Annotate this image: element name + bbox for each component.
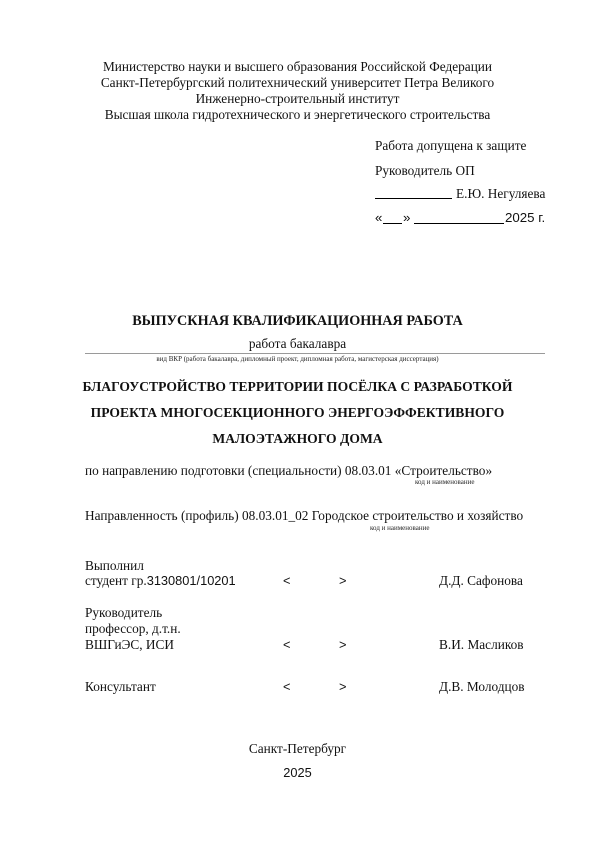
direction-hint: код и наименование <box>415 478 475 486</box>
date-close-quote: » <box>403 210 411 225</box>
footer-year: 2025 <box>283 765 312 780</box>
date-year: 2025 г. <box>505 210 546 225</box>
consultant-name: Д.В. Молодцов <box>439 679 525 694</box>
consultant-lt: < <box>283 679 291 694</box>
profile-hint: код и наименование <box>370 524 430 532</box>
head-signature-line <box>375 198 452 199</box>
theme-line-1: БЛАГОУСТРОЙСТВО ТЕРРИТОРИИ ПОСЁЛКА С РАЗРАБОТКОЙ <box>82 379 513 394</box>
supervisor-affiliation: ВШГиЭС, ИСИ <box>85 637 174 652</box>
direction-text: по направлению подготовки (специальности) 08.03.01 «Строительство» <box>85 463 493 478</box>
theme-line-3: МАЛОЭТАЖНОГО ДОМА <box>212 431 383 446</box>
consultant-label: Консультант <box>85 679 156 694</box>
program-head-name: Е.Ю. Негуляева <box>456 186 546 201</box>
author-group-prefix: студент гр. <box>85 573 147 588</box>
supervisor-name: В.И. Масликов <box>439 637 524 652</box>
work-type-underline <box>85 353 545 354</box>
author-label: Выполнил <box>85 558 144 573</box>
author-gt: > <box>339 573 347 588</box>
theme-line-2: ПРОЕКТА МНОГОСЕКЦИОННОГО ЭНЕРГОЭФФЕКТИВНОГО <box>90 405 505 420</box>
author-lt: < <box>283 573 291 588</box>
work-type-hint: вид ВКР (работа бакалавра, дипломный проект, дипломная работа, магистерская диссертация) <box>156 355 439 363</box>
supervisor-gt: > <box>339 637 347 652</box>
university-line: Санкт-Петербургский политехнический университет Петра Великого <box>100 75 495 90</box>
supervisor-degree: профессор, д.т.н. <box>85 621 181 636</box>
work-title: ВЫПУСКНАЯ КВАЛИФИКАЦИОННАЯ РАБОТА <box>132 313 463 329</box>
consultant-gt: > <box>339 679 347 694</box>
date-day-line <box>383 223 402 224</box>
author-group-line <box>85 573 236 589</box>
work-type: работа бакалавра <box>248 336 347 351</box>
admitted-text: Работа допущена к защите <box>375 138 527 153</box>
supervisor-lt: < <box>283 637 291 652</box>
date-open-quote: « <box>375 210 383 225</box>
profile-text: Направленность (профиль) 08.03.01_02 Городское строительство и хозяйство <box>85 508 524 523</box>
program-head-role: Руководитель ОП <box>375 163 475 178</box>
ministry-line: Министерство науки и высшего образования Российской Федерации <box>102 59 493 74</box>
author-name: Д.Д. Сафонова <box>439 573 523 588</box>
school-line: Высшая школа гидротехнического и энергетического строительства <box>104 107 491 122</box>
author-group-number: 3130801/10201 <box>146 573 236 588</box>
supervisor-label: Руководитель <box>85 605 163 620</box>
footer-city: Санкт-Петербург <box>248 741 347 756</box>
date-month-line <box>414 223 504 224</box>
institute-line: Инженерно-строительный институт <box>195 91 400 106</box>
